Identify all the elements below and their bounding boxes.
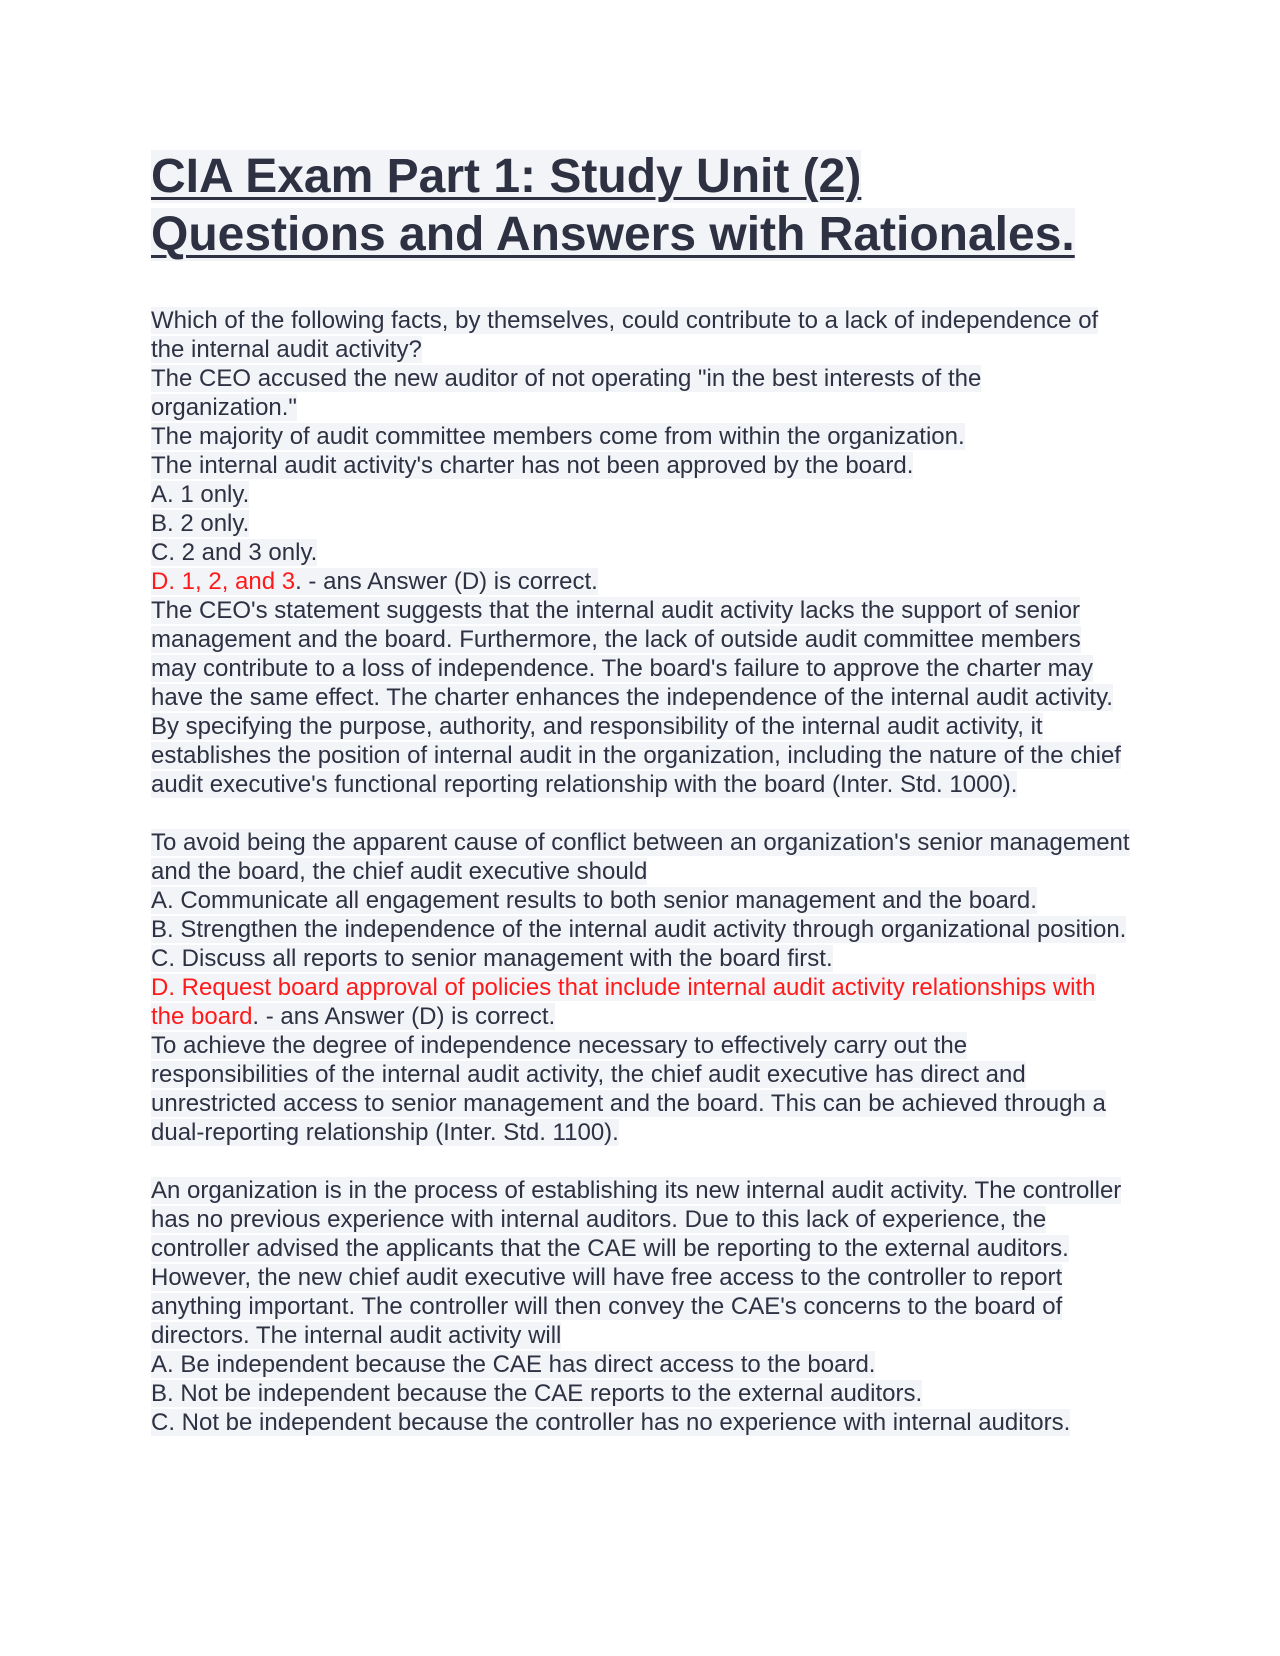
fact-item: The CEO accused the new auditor of not operating "in the best interests of the organization." <box>151 365 982 421</box>
question-block-2 <box>151 828 1131 1147</box>
correct-option: D. Request board approval of policies that include internal audit activity relationships with the board <box>151 974 1096 1030</box>
title-line-2: Questions and Answers with Rationales. <box>151 208 1075 261</box>
rationale-text: To achieve the degree of independence necessary to effectively carry out the responsibilities of the internal audit activity, the chief audit executive has direct and unrestricted access to senior management and the board. This can be achieved through a dual-reporting relationship (Inter. Std. 1100). <box>151 1032 1106 1146</box>
question-stem: Which of the following facts, by themselves, could contribute to a lack of independence of the internal audit activity? <box>151 307 1099 363</box>
question-block-3 <box>151 1176 1131 1437</box>
answer-option: B. Strengthen the independence of the internal audit activity through organizational position. <box>151 916 1127 943</box>
question-block-1 <box>151 306 1131 799</box>
answer-option: C. 2 and 3 only. <box>151 539 318 566</box>
document-page <box>151 148 1131 1437</box>
answer-option: B. 2 only. <box>151 510 250 537</box>
paragraph-gap <box>151 1147 1131 1176</box>
answer-option: B. Not be independent because the CAE reports to the external auditors. <box>151 1380 923 1407</box>
rationale-text: The CEO's statement suggests that the internal audit activity lacks the support of senior management and the board. Furthermore, the lack of outside audit committee members may contribute to a loss of independence. The board's failure to approve the charter may have the same effect. The charter enhances the independence of the internal audit activity. By specifying the purpose, authority, and responsibility of the internal audit activity, it establishes the position of internal audit in the organization, including the nature of the chief audit executive's functional reporting relationship with the board (Inter. Std. 1000). <box>151 597 1121 798</box>
paragraph-gap <box>151 799 1131 828</box>
correct-option: D. 1, 2, and 3 <box>151 568 296 595</box>
fact-item: The internal audit activity's charter has not been approved by the board. <box>151 452 914 479</box>
correct-answer-line <box>151 567 1131 596</box>
document-title <box>151 148 1131 264</box>
answer-option: C. Not be independent because the controller has no experience with internal auditors. <box>151 1409 1071 1436</box>
answer-option: C. Discuss all reports to senior management with the board first. <box>151 945 833 972</box>
document-body <box>151 306 1131 1437</box>
answer-suffix: . - ans Answer (D) is correct. <box>252 1003 556 1030</box>
answer-suffix: . - ans Answer (D) is correct. <box>295 568 598 595</box>
correct-answer-line <box>151 973 1131 1031</box>
question-stem: To avoid being the apparent cause of conflict between an organization's senior management and the board, the chief audit executive should <box>151 829 1130 885</box>
question-stem: An organization is in the process of establishing its new internal audit activity. The controller has no previous experience with internal auditors. Due to this lack of experience, the controller advised the applicants that the CAE will be reporting to the external auditors. However, the new chief audit executive will have free access to the controller to report anything important. The controller will then convey the CAE's concerns to the board of directors. The internal audit activity will <box>151 1177 1122 1349</box>
fact-item: The majority of audit committee members come from within the organization. <box>151 423 965 450</box>
answer-option: A. Be independent because the CAE has direct access to the board. <box>151 1351 876 1378</box>
answer-option: A. Communicate all engagement results to both senior management and the board. <box>151 887 1037 914</box>
answer-option: A. 1 only. <box>151 481 250 508</box>
title-line-1: CIA Exam Part 1: Study Unit (2) <box>151 150 862 203</box>
